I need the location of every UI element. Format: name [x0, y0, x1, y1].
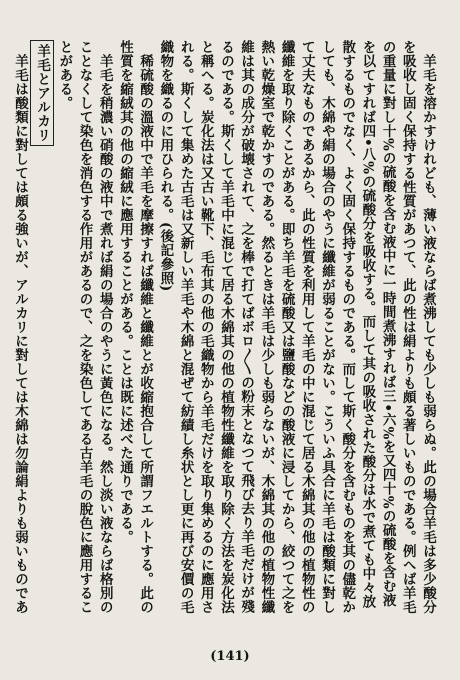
page-number: (141) — [210, 649, 250, 664]
paragraph-nitric-acid: 羊毛を稍濃い硝酸の液中で煮れば絹の場合のやうに黃色になる。然し淡い液ならば格別のことなくして染色を消色する作用があるので、之を染色してある古羊毛の脫色に應用することがある。 — [56, 40, 113, 614]
section-heading-wrapper — [30, 40, 54, 620]
paragraph-carbonization: 羊毛を溶かすけれども、薄い液ならば煮沸しても少しも弱らぬ。此の場合羊毛は多少酸分を吸收し固く保持する性質があつて、此の性は絹よりも頗る著しいものである。例へば羊毛の重量に對し十%の硫酸を含む液中に一時間煮沸すれば三•六%を又四十%の硫酸を含む液を以てすれば四•八%の硫酸分を吸收する。而して其の吸收された酸分は水で煮ても中々放散するものでなく、よく固く保持するものである。而して斯く酸分を含むものを其の儘乾かしても、木綿や絹の場合のやうに纖維が弱ることがない。こういふ具合に羊毛は酸類に對して丈夫なものであるから、此の性質を利用して羊毛の中に混じて居る木綿其の他の植物性の纖維を取り除くことがある。即ち羊毛を硫酸又は鹽酸などの酸液に浸してから、絞つて之を熱い乾燥室で乾かすのである。然るときは羊毛は少しも弱らないが、木綿其の他の植物性纖維は其の成分が破壊されて、之を棒で打てばボロ〳〵の粉末となつて飛び去り羊毛だけが殘るのである。斯くして羊毛中に混じて居る木綿其の他の植物性纖維を取り除く方法を炭化法と稱へる。炭化法は又古い靴下、毛布其の他の毛織物から羊毛だけを取り集めるのに應用される。斯くして集めた古毛は又新しい羊毛や木綿と混ぜて紡績し糸状とし更に再び安價の毛織物を織るのに用ひられる。(後記參照) — [157, 40, 436, 614]
body-text — [11, 40, 438, 620]
paragraph-fulling: 稀硫酸の溫液中で羊毛を摩擦すれば纖維と纖維とが收縮抱合して所謂フエルトする。此の性質を縮絨其の他の縮絨に應用することがある。ことは既に述べた通りである。 — [116, 40, 154, 614]
paragraph-alkali: 羊毛は酸類に對しては頗る強いが、アルカリに對しては木綿は勿論絹よりも弱いものであ — [11, 53, 28, 614]
section-heading: 羊毛とアルカリ — [30, 40, 54, 146]
